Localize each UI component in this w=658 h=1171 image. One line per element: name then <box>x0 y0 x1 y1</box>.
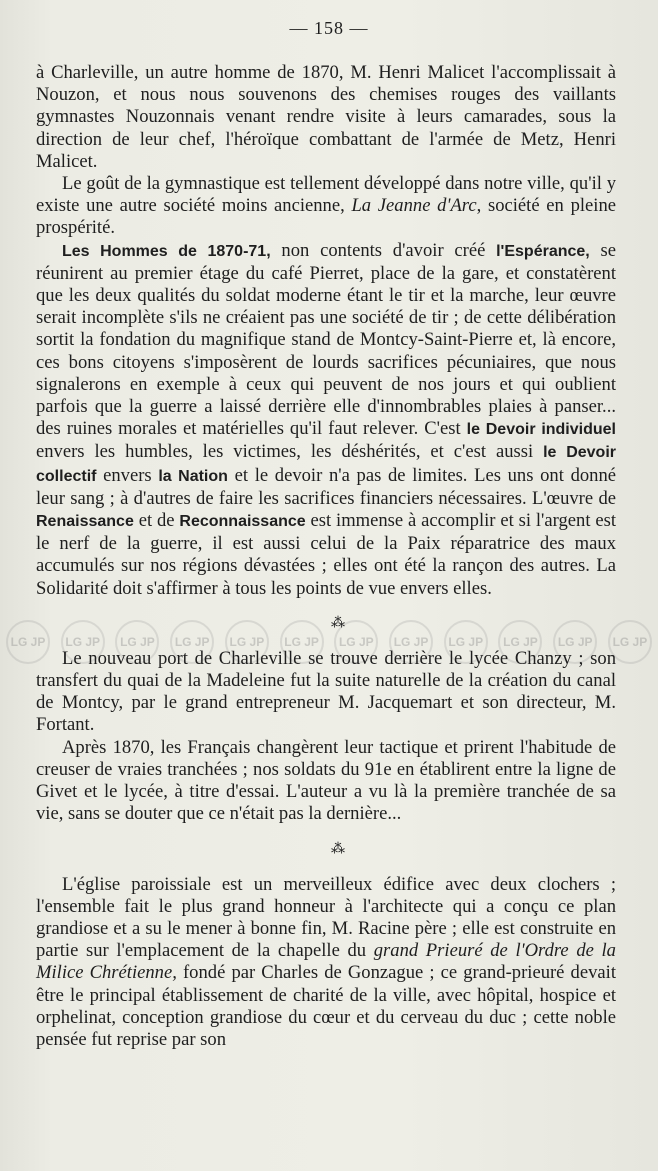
paragraph-2 <box>36 173 616 240</box>
watermark-seal: LG JP <box>389 620 433 664</box>
paragraph-6 <box>36 874 616 1052</box>
watermark-seal: LG JP <box>498 620 542 664</box>
watermark-seal: LG JP <box>334 620 378 664</box>
body-text <box>36 62 616 1051</box>
text-run: non contents d'avoir créé <box>270 239 497 261</box>
watermark-seal: LG JP <box>6 620 50 664</box>
text-run: L'église paroissiale est un merveilleux édifice avec deux clochers ; l'ensemble fait le plus grand honneur à l'architecte qui a conçu ce plan grandiose et a su le mener à bonne fin, M. Racine père ; elle est construite en partie sur l'emplacement de la chapelle du <box>36 873 616 962</box>
watermark-seal: LG JP <box>115 620 159 664</box>
section-break: ⁂ <box>331 841 347 857</box>
text-run: se réunirent au premier étage du café Pierret, place de la gare, et constatèrent que les deux qualités du soldat moderne étant le tir et la marche, leur œuvre serait incomplète s'ils ne créaient pas une société de tir ; de cette délibération sortit la fondation du magnifique stand de Montcy-Saint-Pierre et, là encore, ces bons citoyens s'imposèrent de lourds sacrifices pécuniaires, que nous signalerons en exemple à ceux qui peuvent de nos jours et qui oublient parfois que la guerre a laissé derrière elle d'innombrables plaies à panser... des ruines morales et matérielles qu'il faut relever. C'est <box>36 239 616 440</box>
watermark-seal: LG JP <box>553 620 597 664</box>
bold-term: Les Hommes de 1870-71, <box>62 242 271 260</box>
text-run: fondé par Charles de Gonzague ; ce grand-prieuré devait être le principal établissement de charité de la ville, avec hôpital, hospice et orphelinat, conception grandiose du cœur et du cerveau du duc ; cette noble pensée fut reprise par son <box>36 962 616 1050</box>
bold-term: la Nation <box>158 467 228 485</box>
page-number: — 158 — <box>289 18 369 38</box>
text-run: et de <box>133 510 180 532</box>
watermark-seal: LG JP <box>61 620 105 664</box>
text-run: et le devoir n'a pas de limites. Les uns ont donné leur sang ; à d'autres de faire les sacrifices financiers nécessaires. L'œuvre de <box>36 464 617 509</box>
section-break: ⁂ <box>331 615 347 631</box>
italic-name: grand Prieuré de l'Ordre de la Milice Chrétienne, <box>36 940 616 984</box>
paragraph-4: Le nouveau port de Charleville se trouve derrière le lycée Chanzy ; son transfert du quai de la Madeleine fut la suite naturelle de la création du canal de Montcy, par le grand entrepreneur M. Jacquemart et son directeur, M. Fortant. <box>36 647 616 736</box>
text-run: Le goût de la gymnastique est tellement développé dans notre ville, qu'il y existe une autre société moins ancienne, <box>36 173 616 217</box>
paragraph-5: Après 1870, les Français changèrent leur tactique et prirent l'habitude de creuser de vraies tranchées ; nos soldats du 91e en établirent entre la ligne de Givet et le lycée, à titre d'essai. L'auteur a vu là la première tranchée de sa vie, sans se douter que ce n'était pas la dernière... <box>36 736 616 825</box>
paragraph-3 <box>36 240 616 600</box>
bold-term: le Devoir collectif <box>36 444 616 485</box>
bold-term: le Devoir individuel <box>466 421 616 439</box>
bold-term: Reconnaissance <box>179 513 306 531</box>
watermark-seal: LG JP <box>280 620 324 664</box>
italic-title: La Jeanne d'Arc <box>351 195 477 217</box>
text-run: est immense à accomplir et si l'argent est le nerf de la guerre, il est aussi celui de la Paix réparatrice des maux accumulés sur nos régions dévastées ; elles ont été la rançon des autres. La Solidarité doit s'affirmer à tous les points de vue envers elles. <box>36 510 616 599</box>
bold-term: Renaissance <box>36 513 134 531</box>
text-run: envers les humbles, les victimes, les déshérités, et c'est aussi <box>36 441 544 463</box>
watermark-seal: LG JP <box>444 620 488 664</box>
paragraph-1: à Charleville, un autre homme de 1870, M. Henri Malicet l'accomplissait à Nouzon, et nous nous souvenons des chemises rouges des vaillants gymnastes Nouzonnais venant rendre visite à leurs camarades, sous la direction de leur chef, l'héroïque combattant de l'armée de Metz, Henri Malicet. <box>36 62 616 172</box>
watermark-seal: LG JP <box>608 620 652 664</box>
text-run: , société en pleine prospérité. <box>36 195 616 239</box>
text-run: envers <box>96 464 159 486</box>
watermark-seal: LG JP <box>170 620 214 664</box>
bold-term: l'Espérance, <box>496 242 590 260</box>
watermark-seal: LG JP <box>225 620 269 664</box>
